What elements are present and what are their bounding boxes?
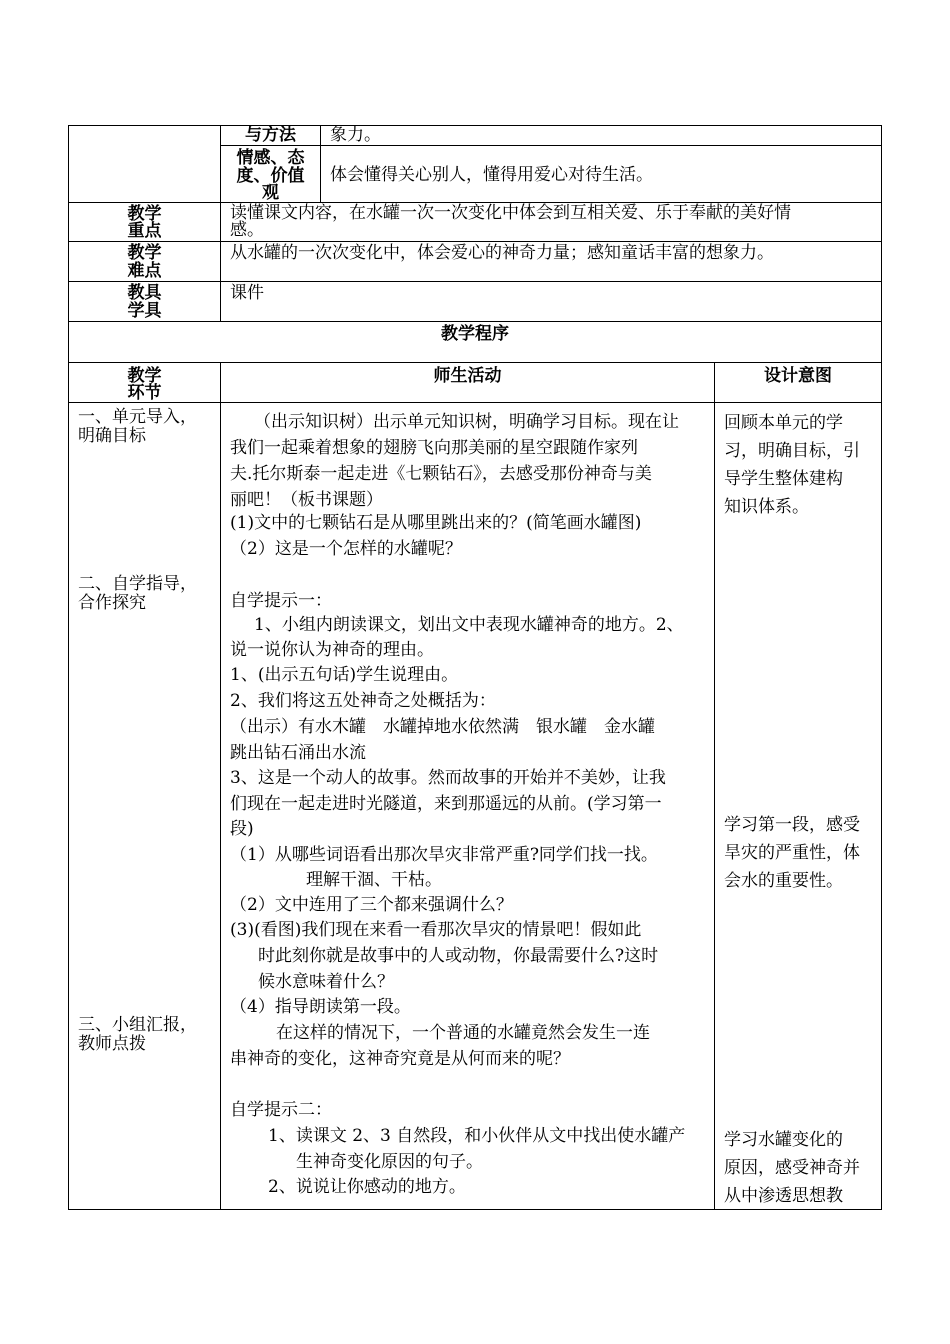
key-points-text: 感。 (230, 220, 264, 240)
key-points-text: 读懂课文内容，在水罐一次一次变化中体会到互相关爱、乐于奉献的美好情 (230, 203, 791, 223)
activity-line: （2）文中连用了三个都来强调什么？ (230, 895, 513, 915)
emotion-label-2: 度、价值 (236, 166, 305, 186)
stage-label: 合作探究 (78, 593, 146, 613)
difficulties-text: 从水罐的一次次变化中，体会爱心的神奇力量；感知童话丰富的想象力。 (230, 243, 774, 263)
activity-line: 2、我们将这五处神奇之处概括为： (230, 691, 496, 711)
intent-line: 从中渗透思想教 (724, 1186, 843, 1206)
rule (68, 321, 882, 322)
intent-line: 导学生整体建构 (724, 469, 843, 489)
activity-line: 生神奇变化原因的句子。 (296, 1152, 483, 1172)
activity-line: 说一说你认为神奇的理由。 (230, 640, 434, 660)
rule (881, 125, 882, 1210)
intent-line: 旱灾的严重性，体 (724, 843, 860, 863)
intent-line: 学习第一段，感受 (724, 815, 860, 835)
activity-line: （2）这是一个怎样的水罐呢？ (230, 539, 462, 559)
activity-line: 我们一起乘着想象的翅膀飞向那美丽的星空跟随作家列 (230, 438, 638, 458)
activity-line: 丽吧！（板书课题） (230, 490, 383, 510)
activity-line: 自学提示一： (230, 591, 332, 611)
intent-header: 设计意图 (764, 366, 832, 386)
difficulties-label-1: 教学 (127, 243, 162, 263)
stage-label: 教师点拨 (78, 1034, 146, 1054)
emotion-label-3: 观 (262, 183, 279, 203)
rule (68, 1209, 882, 1210)
activity-line: 在这样的情况下，一个普通的水罐竟然会发生一连 (276, 1023, 650, 1043)
rule (68, 281, 882, 282)
intent-line: 回顾本单元的学 (724, 413, 843, 433)
rule (220, 362, 221, 1210)
activity-line: 候水意味着什么？ (258, 972, 394, 992)
activity-line: 1、读课文 2、3 自然段，和小伙伴从文中找出使水罐产 (268, 1126, 686, 1146)
stage-label: 一、单元导入， (78, 407, 197, 427)
activity-line: （4）指导朗读第一段。 (230, 997, 411, 1017)
activity-line: （出示）有水木罐 水罐掉地水依然满 银水罐 金水罐 (230, 717, 655, 737)
procedure-title: 教学程序 (441, 324, 509, 344)
method-label: 与方法 (245, 125, 296, 145)
stage-label: 三、小组汇报， (78, 1015, 197, 1035)
tools-label-2: 学具 (127, 301, 162, 321)
intent-line: 会水的重要性。 (724, 871, 843, 891)
key-points-label-1: 教学 (127, 204, 162, 224)
key-points-label-2: 重点 (127, 221, 162, 241)
rule (68, 362, 882, 363)
tools-text: 课件 (230, 283, 264, 303)
activity-line: 夫.托尔斯泰一起走进《七颗钻石》，去感受那份神奇与美 (230, 464, 652, 484)
method-text: 象力。 (330, 125, 381, 145)
intent-line: 原因，感受神奇并 (724, 1158, 860, 1178)
stage-header-2: 环节 (127, 383, 162, 403)
stage-label: 二、自学指导， (78, 574, 197, 594)
activity-line: 1、(出示五句话)学生说理由。 (230, 665, 459, 685)
activity-line: (3)(看图)我们现在来看一看那次旱灾的情景吧！假如此 (230, 920, 642, 940)
emotion-label-1: 情感、态 (236, 148, 305, 168)
activity-line: 段) (230, 819, 254, 839)
intent-line: 习，明确目标，引 (724, 441, 860, 461)
activity-line: （出示知识树）出示单元知识树，明确学习目标。现在让 (254, 412, 679, 432)
activity-line: （1）从哪些词语看出那次旱灾非常严重?同学们找一找。 (230, 845, 658, 865)
activity-header: 师生活动 (433, 366, 502, 386)
activity-line: 自学提示二： (230, 1100, 332, 1120)
rule (714, 362, 715, 1210)
activity-line: 时此刻你就是故事中的人或动物，你最需要什么?这时 (258, 946, 659, 966)
difficulties-label-2: 难点 (127, 261, 162, 281)
intent-line: 知识体系。 (724, 497, 809, 517)
emotion-text: 体会懂得关心别人，懂得用爱心对待生活。 (330, 165, 653, 185)
rule (320, 125, 321, 203)
rule (68, 125, 882, 126)
activity-line: (1)文中的七颗钻石是从哪里跳出来的？(简笔画水罐图) (230, 513, 642, 533)
rule (68, 241, 882, 242)
tools-label-1: 教具 (127, 283, 162, 303)
activity-line: 1、小组内朗读课文，划出文中表现水罐神奇的地方。2、 (254, 615, 684, 635)
activity-line: 2、说说让你感动的地方。 (268, 1177, 466, 1197)
intent-line: 学习水罐变化的 (724, 1130, 843, 1150)
stage-label: 明确目标 (78, 426, 146, 446)
activity-line: 理解干涸、干枯。 (306, 870, 442, 890)
activity-line: 跳出钻石涌出水流 (230, 743, 366, 763)
stage-header-1: 教学 (127, 366, 162, 386)
activity-line: 串神奇的变化，这神奇究竟是从何而来的呢？ (230, 1049, 570, 1069)
activity-line: 3、这是一个动人的故事。然而故事的开始并不美妙，让我 (230, 768, 666, 788)
activity-line: 们现在一起走进时光隧道，来到那遥远的从前。(学习第一 (230, 794, 662, 814)
